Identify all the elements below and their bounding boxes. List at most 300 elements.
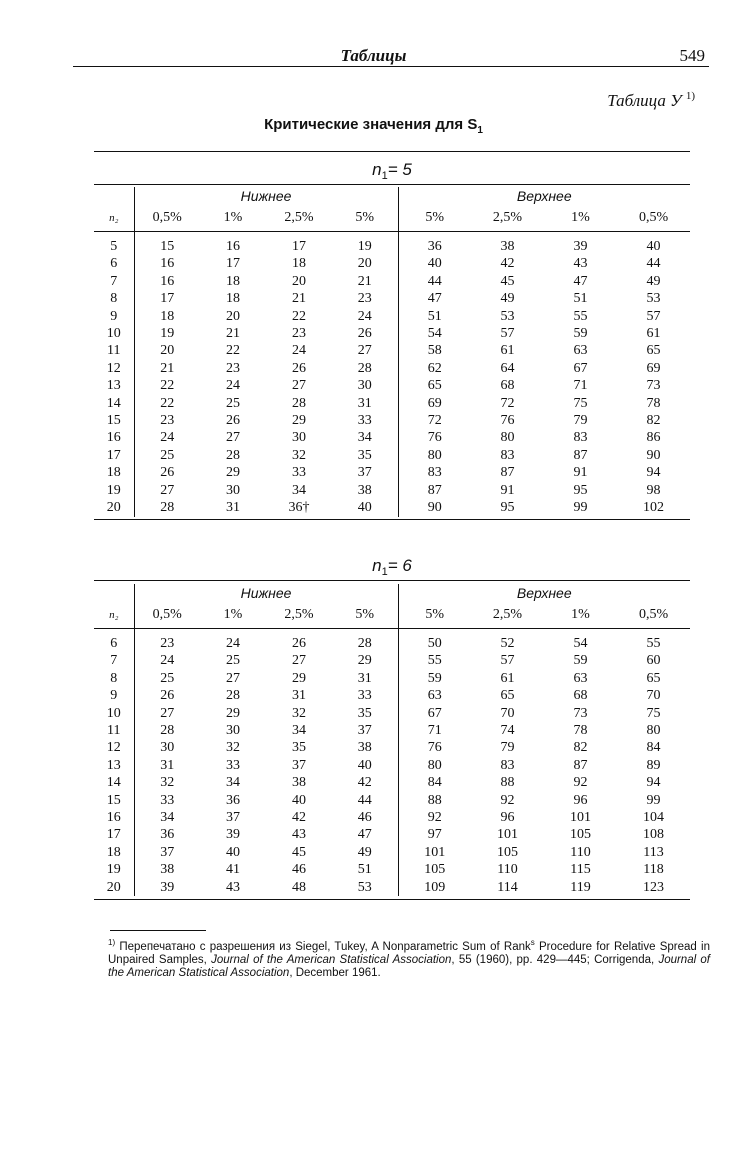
upper-value-cell: 74	[500, 723, 515, 739]
footnote-text-d: , December 1961.	[289, 966, 381, 979]
upper-value-cell: 87	[573, 757, 588, 773]
lower-value-cell: 29	[292, 670, 306, 686]
upper-value-cell: 52	[500, 636, 515, 651]
n2-cell: 13	[106, 378, 121, 394]
lower-value-cell: 41	[226, 862, 240, 878]
lower-value-cell: 29	[226, 705, 240, 721]
upper-value-cell: 88	[500, 775, 515, 791]
footnote-text-c: , 55 (1960), pp. 429—445; Corrigenda,	[451, 953, 659, 966]
footnote-text-a-sup: s	[530, 938, 535, 947]
lower-value-cell: 26	[134, 687, 200, 704]
lower-value-cell: 20	[292, 273, 306, 289]
upper-value-cell: 94	[646, 775, 661, 791]
lower-value-cell: 15	[134, 232, 200, 256]
upper-value-cell: 68	[573, 688, 588, 704]
upper-value-cell: 114	[497, 879, 518, 895]
group-header-row	[94, 584, 690, 602]
critical-values-table-n1-5	[94, 187, 690, 517]
upper-value-cell: 123	[643, 879, 665, 895]
upper-value-cell: 80	[398, 757, 471, 774]
upper-value-cell: 108	[643, 827, 665, 843]
upper-value-cell: 55	[398, 652, 471, 669]
upper-value-cell: 84	[398, 774, 471, 791]
lower-level-header: 0,5%	[134, 602, 200, 629]
upper-value-cell: 71	[573, 378, 588, 394]
upper-value-cell: 47	[398, 290, 471, 307]
footnote-journal-1: Journal of the American Statistical Association	[211, 953, 452, 966]
upper-value-cell: 59	[573, 653, 588, 669]
n2-header: n₂	[94, 205, 134, 232]
upper-value-cell: 80	[646, 723, 661, 739]
lower-value-cell: 31	[226, 500, 240, 516]
upper-value-cell: 51	[573, 291, 588, 307]
upper-value-cell: 80	[398, 447, 471, 464]
upper-level-header: 0,5%	[617, 205, 690, 232]
lower-group-header: Нижнее	[134, 584, 398, 602]
lower-value-cell: 17	[226, 256, 240, 272]
section-1-label	[94, 160, 690, 182]
upper-value-cell: 40	[398, 255, 471, 272]
upper-value-cell: 87	[398, 482, 471, 499]
lower-value-cell: 43	[292, 827, 306, 843]
n2-cell: 6	[110, 636, 118, 651]
upper-value-cell: 115	[570, 862, 591, 878]
upper-value-cell: 83	[500, 757, 515, 773]
upper-value-cell: 55	[646, 636, 661, 651]
section-2-label-value: = 6	[387, 556, 412, 575]
lower-value-cell: 31	[357, 395, 372, 411]
upper-value-cell: 99	[573, 500, 588, 516]
group-header-row	[94, 187, 690, 205]
upper-value-cell: 110	[497, 862, 518, 878]
footnote-journal-2: Journal of the American Statistical Association	[108, 953, 710, 979]
n2-cell: 7	[110, 653, 118, 669]
upper-value-cell: 67	[573, 360, 588, 376]
lower-value-cell: 37	[226, 810, 240, 826]
upper-value-cell: 94	[646, 465, 661, 481]
table-row	[94, 774, 690, 791]
upper-value-cell: 101	[497, 827, 518, 843]
upper-value-cell: 99	[646, 792, 661, 808]
n2-cell: 14	[106, 395, 121, 411]
upper-value-cell: 65	[646, 343, 661, 359]
n2-cell: 17	[106, 827, 121, 843]
table-row	[94, 482, 690, 499]
lower-value-cell: 33	[226, 757, 240, 773]
n2-cell: 14	[106, 775, 121, 791]
table-row	[94, 342, 690, 359]
upper-value-cell: 38	[500, 239, 515, 254]
upper-value-cell: 91	[500, 482, 515, 498]
upper-value-cell: 55	[573, 308, 588, 324]
lower-value-cell: 27	[226, 670, 240, 686]
footnote-text-a: Перепечатано с разрешения из Siegel, Tukey, A Nonparametric Sum of Rank	[119, 940, 531, 953]
lower-value-cell: 47	[357, 827, 372, 843]
lower-value-cell: 16	[134, 255, 200, 272]
upper-value-cell: 95	[500, 500, 515, 516]
upper-value-cell: 96	[500, 810, 515, 826]
n2-cell: 8	[110, 670, 118, 686]
upper-value-cell: 54	[573, 636, 588, 651]
lower-value-cell: 24	[357, 308, 372, 324]
lower-value-cell: 37	[134, 844, 200, 861]
upper-level-header: 0,5%	[617, 602, 690, 629]
lower-value-cell: 34	[292, 482, 306, 498]
lower-value-cell: 32	[292, 705, 306, 721]
lower-value-cell: 38	[357, 482, 372, 498]
lower-value-cell: 26	[292, 360, 306, 376]
lower-value-cell: 19	[134, 325, 200, 342]
lower-value-cell: 22	[134, 377, 200, 394]
upper-value-cell: 59	[573, 326, 588, 342]
table-row	[94, 826, 690, 843]
n2-cell: 16	[106, 430, 121, 446]
table-id-footnote-mark: 1)	[685, 90, 695, 102]
upper-value-cell: 72	[398, 412, 471, 429]
table-row	[94, 687, 690, 704]
upper-value-cell: 50	[398, 629, 471, 653]
lower-value-cell: 36	[134, 826, 200, 843]
upper-level-header: 1%	[544, 205, 617, 232]
table-row	[94, 464, 690, 481]
lower-value-cell: 23	[134, 629, 200, 653]
upper-value-cell: 90	[646, 447, 661, 463]
upper-value-cell: 75	[646, 705, 661, 721]
n2-cell: 19	[106, 482, 121, 498]
lower-value-cell: 21	[292, 291, 306, 307]
section-1-label-value: = 5	[387, 160, 412, 179]
n2-cell: 17	[106, 447, 121, 463]
upper-value-cell: 78	[646, 395, 661, 411]
upper-value-cell: 45	[500, 273, 515, 289]
upper-level-header: 2,5%	[471, 602, 544, 629]
lower-value-cell: 31	[292, 688, 306, 704]
n2-cell: 8	[110, 291, 118, 307]
lower-value-cell: 37	[357, 723, 372, 739]
upper-value-cell: 113	[643, 844, 664, 860]
upper-value-cell: 49	[646, 273, 661, 289]
table-row	[94, 429, 690, 446]
table-id-label: Таблица У	[607, 90, 682, 110]
upper-value-cell: 53	[500, 308, 515, 324]
table-row	[94, 325, 690, 342]
lower-value-cell: 19	[357, 239, 372, 254]
upper-value-cell: 73	[646, 378, 661, 394]
lower-value-cell: 33	[134, 792, 200, 809]
n2-cell: 15	[106, 792, 121, 808]
upper-value-cell: 44	[646, 256, 661, 272]
upper-value-cell: 40	[646, 239, 661, 254]
upper-value-cell: 102	[643, 500, 665, 516]
lower-value-cell: 29	[226, 465, 240, 481]
upper-value-cell: 72	[500, 395, 515, 411]
table-id	[607, 90, 695, 111]
lower-value-cell: 29	[292, 413, 306, 429]
upper-value-cell: 62	[398, 360, 471, 377]
lower-value-cell: 22	[134, 395, 200, 412]
n2-cell: 16	[106, 810, 121, 826]
lower-level-header: 1%	[200, 205, 266, 232]
upper-value-cell: 87	[573, 447, 588, 463]
lower-value-cell: 31	[357, 670, 372, 686]
table-row	[94, 629, 690, 653]
header-rule	[73, 66, 709, 67]
upper-value-cell: 110	[570, 844, 591, 860]
upper-value-cell: 65	[398, 377, 471, 394]
lower-value-cell: 25	[134, 447, 200, 464]
table-row	[94, 705, 690, 722]
lower-value-cell: 42	[357, 775, 372, 791]
lower-value-cell: 16	[226, 239, 240, 254]
table-row	[94, 792, 690, 809]
n2-cell: 13	[106, 757, 121, 773]
table-row	[94, 395, 690, 412]
lower-value-cell: 43	[226, 879, 240, 895]
upper-value-cell: 88	[398, 792, 471, 809]
upper-value-cell: 70	[500, 705, 515, 721]
critical-values-table-n1-6	[94, 584, 690, 896]
upper-value-cell: 79	[573, 413, 588, 429]
upper-value-cell: 61	[500, 343, 515, 359]
lower-value-cell: 46	[357, 810, 372, 826]
upper-value-cell: 44	[398, 273, 471, 290]
upper-value-cell: 91	[573, 465, 588, 481]
table-row	[94, 377, 690, 394]
lower-group-header: Нижнее	[134, 187, 398, 205]
section-1-label-sub: 1	[381, 170, 388, 183]
lower-value-cell: 34	[226, 775, 240, 791]
upper-value-cell: 97	[398, 826, 471, 843]
upper-value-cell: 76	[398, 429, 471, 446]
upper-value-cell: 90	[398, 499, 471, 516]
upper-value-cell: 39	[573, 239, 588, 254]
upper-value-cell: 58	[398, 342, 471, 359]
section-1-mid-rule	[94, 184, 690, 185]
footnote-mark: 1)	[108, 938, 116, 947]
lower-level-header: 5%	[332, 602, 398, 629]
upper-value-cell: 57	[500, 326, 515, 342]
lower-level-header: 2,5%	[266, 205, 332, 232]
lower-value-cell: 25	[226, 395, 240, 411]
lower-value-cell: 23	[226, 360, 240, 376]
section-2-bottom-rule	[94, 899, 690, 900]
lower-value-cell: 18	[226, 291, 240, 307]
upper-value-cell: 101	[570, 810, 591, 826]
lower-value-cell: 28	[134, 722, 200, 739]
n2-cell: 5	[110, 239, 118, 254]
running-title: Таблицы	[340, 46, 407, 65]
table-row	[94, 844, 690, 861]
lower-value-cell: 27	[292, 653, 306, 669]
lower-value-cell: 30	[357, 378, 372, 394]
lower-value-cell: 35	[357, 705, 372, 721]
upper-value-cell: 68	[500, 378, 515, 394]
lower-value-cell: 40	[226, 844, 240, 860]
lower-value-cell: 27	[292, 378, 306, 394]
lower-value-cell: 17	[292, 239, 306, 254]
lower-value-cell: 30	[226, 723, 240, 739]
section-1-bottom-rule	[94, 519, 690, 520]
lower-value-cell: 24	[226, 636, 240, 651]
upper-value-cell: 105	[398, 861, 471, 878]
lower-value-cell: 20	[134, 342, 200, 359]
lower-value-cell: 21	[226, 326, 240, 342]
lower-value-cell: 28	[226, 688, 240, 704]
upper-value-cell: 75	[573, 395, 588, 411]
upper-value-cell: 92	[500, 792, 515, 808]
upper-value-cell: 105	[570, 827, 591, 843]
lower-value-cell: 21	[134, 360, 200, 377]
lower-value-cell: 40	[292, 792, 306, 808]
blank-cell	[94, 584, 134, 602]
upper-value-cell: 64	[500, 360, 515, 376]
lower-value-cell: 48	[292, 879, 306, 895]
column-header-row	[94, 205, 690, 232]
upper-level-header: 2,5%	[471, 205, 544, 232]
table-caption	[0, 116, 747, 136]
caption-text: Критические значения для S	[264, 116, 478, 133]
upper-value-cell: 92	[398, 809, 471, 826]
upper-value-cell: 83	[573, 430, 588, 446]
lower-level-header: 0,5%	[134, 205, 200, 232]
lower-value-cell: 23	[134, 412, 200, 429]
upper-value-cell: 51	[398, 308, 471, 325]
n2-cell: 12	[106, 740, 121, 756]
upper-value-cell: 79	[500, 740, 515, 756]
lower-value-cell: 49	[357, 844, 372, 860]
lower-value-cell: 30	[226, 482, 240, 498]
upper-value-cell: 69	[646, 360, 661, 376]
lower-value-cell: 20	[226, 308, 240, 324]
lower-value-cell: 46	[292, 862, 306, 878]
upper-group-header: Верхнее	[398, 584, 690, 602]
lower-value-cell: 18	[226, 273, 240, 289]
table-row	[94, 861, 690, 878]
lower-value-cell: 26	[134, 464, 200, 481]
n2-cell: 18	[106, 844, 121, 860]
lower-value-cell: 40	[357, 757, 372, 773]
upper-value-cell: 82	[573, 740, 588, 756]
lower-value-cell: 36†	[288, 500, 310, 516]
table-row	[94, 232, 690, 256]
n2-cell: 15	[106, 413, 121, 429]
upper-value-cell: 65	[500, 688, 515, 704]
lower-level-header: 5%	[332, 205, 398, 232]
upper-value-cell: 61	[646, 326, 661, 342]
lower-value-cell: 45	[292, 844, 306, 860]
lower-value-cell: 23	[357, 291, 372, 307]
n2-cell: 10	[106, 326, 121, 342]
lower-value-cell: 34	[357, 430, 372, 446]
lower-value-cell: 33	[292, 465, 306, 481]
lower-value-cell: 44	[357, 792, 372, 808]
upper-value-cell: 49	[500, 291, 515, 307]
lower-value-cell: 32	[226, 740, 240, 756]
lower-value-cell: 38	[134, 861, 200, 878]
lower-value-cell: 39	[226, 827, 240, 843]
lower-value-cell: 38	[292, 775, 306, 791]
table-row	[94, 652, 690, 669]
upper-group-header: Верхнее	[398, 187, 690, 205]
upper-level-header: 1%	[544, 602, 617, 629]
lower-value-cell: 35	[357, 447, 372, 463]
section-2-top-rule	[94, 580, 690, 581]
upper-value-cell: 73	[573, 705, 588, 721]
lower-value-cell: 32	[134, 774, 200, 791]
lower-value-cell: 23	[292, 326, 306, 342]
n2-header: n₂	[94, 602, 134, 629]
upper-value-cell: 104	[643, 810, 665, 826]
lower-value-cell: 31	[134, 757, 200, 774]
upper-value-cell: 36	[398, 232, 471, 256]
n2-cell: 20	[106, 879, 121, 895]
section-2-label-prefix: n	[372, 556, 382, 575]
lower-value-cell: 42	[292, 810, 306, 826]
section-1-top-rule	[94, 151, 690, 152]
upper-value-cell: 109	[398, 879, 471, 896]
upper-value-cell: 67	[398, 705, 471, 722]
n2-cell: 9	[110, 688, 118, 704]
upper-value-cell: 118	[643, 862, 664, 878]
lower-value-cell: 16	[134, 273, 200, 290]
blank-cell	[94, 187, 134, 205]
table-row	[94, 809, 690, 826]
upper-value-cell: 89	[646, 757, 661, 773]
lower-value-cell: 27	[134, 705, 200, 722]
upper-value-cell: 57	[646, 308, 661, 324]
lower-value-cell: 33	[357, 688, 372, 704]
table-row	[94, 290, 690, 307]
upper-value-cell: 82	[646, 413, 661, 429]
table-row	[94, 360, 690, 377]
lower-value-cell: 28	[134, 499, 200, 516]
table-row	[94, 879, 690, 896]
upper-value-cell: 87	[500, 465, 515, 481]
upper-value-cell: 98	[646, 482, 661, 498]
lower-value-cell: 39	[134, 879, 200, 896]
table-row	[94, 308, 690, 325]
upper-value-cell: 63	[573, 343, 588, 359]
upper-value-cell: 54	[398, 325, 471, 342]
lower-value-cell: 53	[357, 879, 372, 895]
table-row	[94, 499, 690, 516]
upper-value-cell: 78	[573, 723, 588, 739]
upper-value-cell: 86	[646, 430, 661, 446]
upper-value-cell: 80	[500, 430, 515, 446]
lower-value-cell: 28	[292, 395, 306, 411]
lower-value-cell: 35	[292, 740, 306, 756]
upper-value-cell: 95	[573, 482, 588, 498]
table-row	[94, 757, 690, 774]
lower-value-cell: 25	[226, 653, 240, 669]
upper-level-header: 5%	[398, 602, 471, 629]
n2-cell: 12	[106, 360, 121, 376]
upper-value-cell: 70	[646, 688, 661, 704]
upper-value-cell: 119	[570, 879, 591, 895]
n2-cell: 18	[106, 465, 121, 481]
lower-value-cell: 51	[357, 862, 372, 878]
n2-cell: 9	[110, 308, 118, 324]
table-row	[94, 670, 690, 687]
page-number: 549	[679, 46, 705, 65]
upper-value-cell: 105	[497, 844, 518, 860]
upper-value-cell: 84	[646, 740, 661, 756]
lower-value-cell: 26	[292, 636, 306, 651]
footnote-rule	[110, 930, 206, 931]
upper-value-cell: 63	[398, 687, 471, 704]
lower-value-cell: 27	[226, 430, 240, 446]
lower-value-cell: 40	[357, 500, 372, 516]
